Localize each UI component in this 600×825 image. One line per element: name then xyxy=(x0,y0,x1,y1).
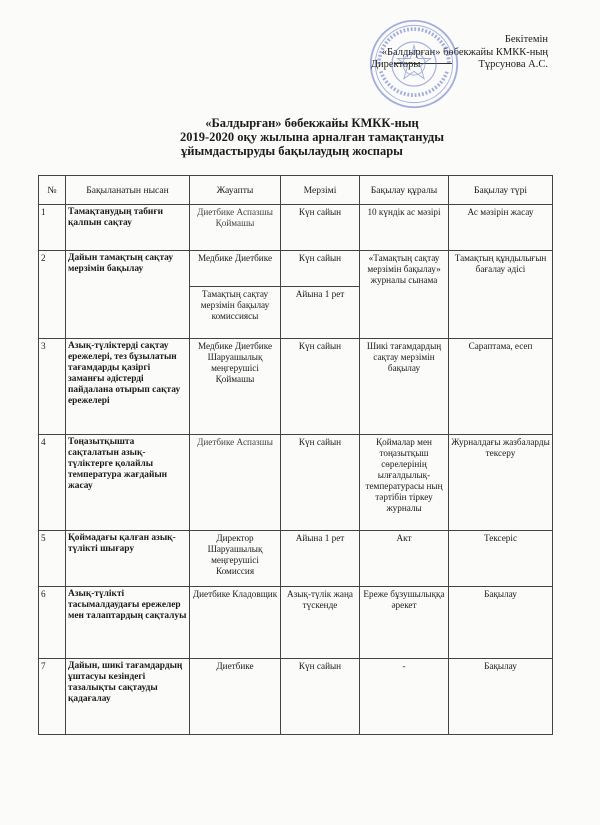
row-deadline: Азық-түлік жаңа түскенде xyxy=(281,587,360,659)
row-deadline-secondary: Айына 1 рет xyxy=(281,287,360,339)
row-deadline: Күн сайын xyxy=(281,205,360,251)
table-row xyxy=(39,339,553,435)
doc-title-line-2: 2019-2020 оқу жылына арналған тамақтануды xyxy=(179,130,445,144)
row-tool: Ереже бұзушылыққа әрекет xyxy=(360,587,449,659)
row-tool: Қоймалар мен тоңазытқыш сөрелерінің ылғалдылық-температурасы ның тәртібін тіркеу журналы xyxy=(360,435,449,531)
table-row xyxy=(39,531,553,587)
table-row xyxy=(39,205,553,251)
row-deadline: Күн сайын xyxy=(281,251,360,287)
row-subject: Азық-түліктерді сақтау ережелері, тез бұзылатын тағамдарды қазіргі заманғы әдістерді пайдалана отырып сақтау ережелері xyxy=(66,339,190,435)
doc-title-line-1: «Балдырған» бөбекжайы КМКК-ның xyxy=(205,116,419,130)
row-responsible: Диетбике Кладовщик xyxy=(190,587,281,659)
row-tool: 10 күндік ас мәзірі xyxy=(360,205,449,251)
header-number: № xyxy=(39,176,66,205)
table-row xyxy=(39,435,553,531)
control-plan-table xyxy=(38,175,553,735)
row-deadline: Күн сайын xyxy=(281,435,360,531)
row-tool xyxy=(360,659,449,735)
row-number: 5 xyxy=(39,531,66,587)
row-subject: Қоймадағы қалған азық-түлікті шығару xyxy=(66,531,190,587)
row-subject: Азық-түлікті тасымалдаудағы ережелер мен талаптардың сақталуы xyxy=(66,587,190,659)
row-type: Бақылау xyxy=(449,587,553,659)
row-number: 3 xyxy=(39,339,66,435)
row-number: 1 xyxy=(39,205,66,251)
table-row xyxy=(39,251,553,287)
row-type: Журналдағы жазбаларды тексеру xyxy=(449,435,553,531)
row-tool: Акт xyxy=(360,531,449,587)
row-responsible: Медбике Диетбике xyxy=(190,251,281,287)
table-row xyxy=(39,659,553,735)
row-deadline: Күн сайын xyxy=(281,659,360,735)
approval-line-2: «Балдырған» бөбекжайы КМКК-ның xyxy=(381,46,548,58)
row-subject: Дайын тамақтың сақтау мерзімін бақылау xyxy=(66,251,190,339)
row-type: Сараптама, есеп xyxy=(449,339,553,435)
row-tool: «Тамақтың сақтау мерзімін бақылау» журналы сынама xyxy=(360,251,449,339)
row-subject: Дайын, шикі тағамдардың ұштасуы кезіндегі тазалықты сақтауды қадағалау xyxy=(66,659,190,735)
row-type: Тамақтың құндылығын бағалау әдісі xyxy=(449,251,553,339)
table-row xyxy=(39,587,553,659)
row-responsible: Медбике Диетбике Шаруашылық меңгерушісі Қоймашы xyxy=(190,339,281,435)
header-tool: Бақылау құралы xyxy=(360,176,449,205)
director-label: Директоры xyxy=(370,59,421,70)
row-deadline: Күн сайын xyxy=(281,339,360,435)
row-tool-dash: - xyxy=(402,661,406,671)
row-type: Бақылау xyxy=(449,659,553,735)
row-number: 2 xyxy=(39,251,66,339)
row-responsible-secondary: Тамақтың сақтау мерзімін бақылау комиссиясы xyxy=(190,287,281,339)
row-deadline: Айына 1 рет xyxy=(281,531,360,587)
row-type: Тексеріс xyxy=(449,531,553,587)
row-number: 4 xyxy=(39,435,66,531)
official-stamp xyxy=(368,18,460,110)
row-number: 6 xyxy=(39,587,66,659)
row-subject: Тамақтанудың табиғи қалпын сақтау xyxy=(66,205,190,251)
approval-line-1: Бекітемін xyxy=(504,34,548,45)
header-type: Бақылау түрі xyxy=(449,176,553,205)
row-responsible: Директор Шаруашылық меңгерушісі Комиссия xyxy=(190,531,281,587)
row-tool: Шикі тағамдардың сақтау мерзімін бақылау xyxy=(360,339,449,435)
header-deadline: Мерзімі xyxy=(281,176,360,205)
header-subject: Бақыланатын нысан xyxy=(66,176,190,205)
row-responsible: Диетбике Аспазшы Қоймашы xyxy=(190,205,281,251)
doc-title-line-3: ұйымдастыруды бақылаудың жоспары xyxy=(181,144,403,158)
row-number: 7 xyxy=(39,659,66,735)
row-subject: Тоңазытқышта сақталатын азық-түліктерге қолайлы температура жағдайын жасау xyxy=(66,435,190,531)
table-header-row xyxy=(39,176,553,205)
row-type: Ас мәзірін жасау xyxy=(449,205,553,251)
row-responsible: Диетбике xyxy=(190,659,281,735)
row-responsible: Диетбике Аспазшы xyxy=(190,435,281,531)
director-name: Тұрсунова А.С. xyxy=(478,59,548,70)
header-responsible: Жауапты xyxy=(190,176,281,205)
